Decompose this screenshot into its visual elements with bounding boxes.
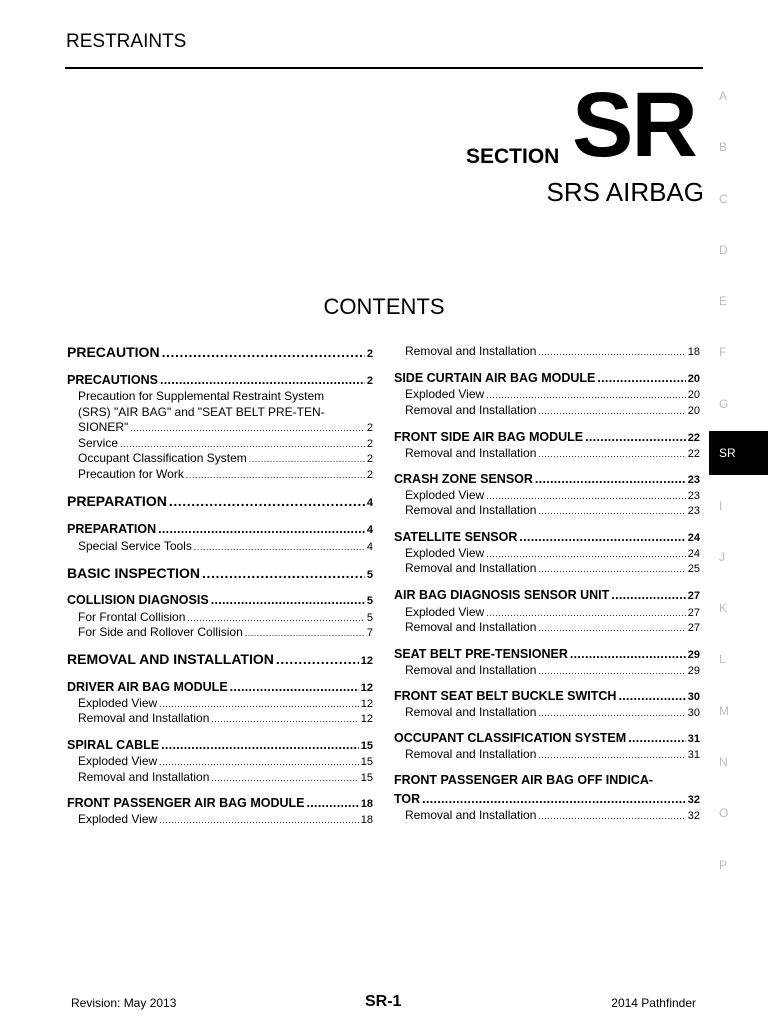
toc-page: 22 [687, 432, 700, 444]
dot-leader [276, 651, 359, 667]
toc-entry[interactable] [394, 371, 700, 385]
toc-entry[interactable] [394, 403, 700, 417]
toc-title: FRONT PASSENGER AIR BAG MODULE [67, 796, 305, 810]
toc-entry[interactable] [67, 593, 373, 607]
dot-leader [519, 530, 685, 544]
toc-entry[interactable] [394, 705, 700, 719]
toc-page: 4 [366, 524, 373, 536]
toc-entry[interactable] [67, 754, 373, 768]
toc-entry[interactable] [394, 647, 700, 661]
toc-title: Removal and Installation [405, 620, 537, 634]
tab-p[interactable]: P [719, 858, 728, 872]
dot-leader [186, 470, 365, 480]
toc-page: 24 [687, 532, 700, 544]
toc-page: 15 [360, 756, 373, 768]
dot-leader [618, 689, 685, 703]
toc-page: 18 [360, 798, 373, 810]
toc-title: Exploded View [405, 546, 485, 560]
toc-entry[interactable] [394, 605, 700, 619]
toc-title: Removal and Installation [405, 705, 537, 719]
page-number: SR-1 [365, 993, 402, 1010]
toc-title: Removal and Installation [405, 808, 537, 822]
toc-entry[interactable] [394, 747, 700, 761]
dot-leader [538, 347, 685, 357]
dot-leader [535, 472, 686, 486]
dot-leader [486, 491, 686, 501]
toc-page: 20 [687, 389, 700, 401]
toc-entry[interactable] [67, 738, 373, 752]
toc-title: FRONT SEAT BELT BUCKLE SWITCH [394, 689, 617, 703]
toc-title: Special Service Tools [78, 539, 192, 553]
toc-title-line[interactable]: FRONT PASSENGER AIR BAG OFF INDICA- [394, 773, 654, 787]
dot-leader [538, 506, 685, 516]
toc-page: 24 [687, 548, 700, 560]
toc-page: 15 [360, 740, 373, 752]
dot-leader [538, 750, 685, 760]
toc-entry[interactable] [394, 588, 700, 602]
toc-entry[interactable] [67, 696, 373, 710]
toc-title: PRECAUTIONS [67, 373, 158, 387]
dot-leader [486, 608, 686, 618]
toc-title: For Frontal Collision [78, 610, 186, 624]
dot-leader [628, 731, 686, 745]
dot-leader [570, 647, 686, 661]
tab-b[interactable]: B [719, 140, 728, 154]
toc-entry[interactable] [394, 430, 700, 444]
toc-page: 4 [366, 497, 373, 509]
toc-page: 18 [360, 814, 373, 826]
dot-leader [538, 666, 685, 676]
toc-title: TOR [394, 792, 421, 806]
tab-a[interactable]: A [719, 89, 728, 103]
toc-title: BASIC INSPECTION [67, 565, 201, 581]
dot-leader [159, 815, 359, 825]
toc-title: Service [78, 436, 119, 450]
toc-entry[interactable] [394, 561, 700, 575]
tab-sr-active[interactable]: SR [709, 431, 768, 475]
tab-i[interactable]: I [719, 499, 723, 513]
toc-title: PREPARATION [67, 493, 167, 509]
section-name: SRS AIRBAG [546, 177, 704, 207]
toc-page: 23 [687, 505, 700, 517]
toc-page: 25 [687, 563, 700, 575]
dot-leader [538, 564, 685, 574]
toc-page: 15 [360, 772, 373, 784]
dot-leader [161, 738, 359, 752]
toc-page: 22 [687, 448, 700, 460]
tab-o[interactable]: O [719, 806, 729, 820]
toc-title: Removal and Installation [405, 747, 537, 761]
toc-title: Occupant Classification System [78, 451, 247, 465]
dot-leader [538, 708, 685, 718]
dot-leader [162, 344, 365, 360]
toc-entry[interactable] [67, 610, 373, 624]
dot-leader [486, 390, 686, 400]
toc-page: 2 [366, 469, 373, 481]
toc-entry[interactable] [67, 493, 373, 509]
tab-d[interactable]: D [719, 243, 728, 257]
dot-leader [307, 796, 359, 810]
toc-title: Exploded View [405, 605, 485, 619]
toc-entry[interactable] [394, 689, 700, 703]
tab-k[interactable]: K [719, 601, 728, 615]
toc-title: REMOVAL AND INSTALLATION [67, 651, 274, 667]
dot-leader [159, 699, 359, 709]
toc-page: 23 [687, 474, 700, 486]
toc-page: 20 [687, 405, 700, 417]
toc-title: Removal and Installation [78, 711, 210, 725]
toc-entry[interactable] [394, 620, 700, 634]
toc-entry[interactable] [67, 420, 373, 434]
toc-page: 12 [360, 698, 373, 710]
header-rule [65, 67, 703, 69]
dot-leader [538, 449, 685, 459]
toc-page: 31 [687, 749, 700, 761]
contents-title: CONTENTS [323, 294, 445, 319]
toc-title: COLLISION DIAGNOSIS [67, 593, 209, 607]
toc-page: 27 [687, 622, 700, 634]
dot-leader [169, 493, 365, 509]
toc-page: 5 [366, 569, 373, 581]
toc-page: 12 [360, 682, 373, 694]
toc-entry[interactable] [67, 625, 373, 639]
toc-entry[interactable] [67, 770, 373, 784]
toc-entry[interactable] [67, 467, 373, 481]
dot-leader [120, 439, 365, 449]
toc-page: 27 [687, 607, 700, 619]
toc-page: 12 [360, 655, 373, 667]
vehicle-model: 2014 Pathfinder [611, 996, 696, 1010]
toc-page: 30 [687, 707, 700, 719]
toc-page: 12 [360, 713, 373, 725]
toc-page: 27 [687, 590, 700, 602]
tab-j[interactable]: J [719, 550, 725, 564]
toc-entry[interactable] [394, 546, 700, 560]
toc-page: 29 [687, 665, 700, 677]
toc-title: SEAT BELT PRE-TENSIONER [394, 647, 568, 661]
dot-leader [187, 613, 365, 623]
dot-leader [211, 593, 365, 607]
toc-title: SPIRAL CABLE [67, 738, 160, 752]
dot-leader [159, 757, 359, 767]
toc-entry[interactable] [67, 539, 373, 553]
dot-leader [538, 406, 685, 416]
toc-page: 5 [366, 612, 373, 624]
dot-leader [211, 714, 358, 724]
group-title: RESTRAINTS [66, 31, 187, 52]
toc-page: 32 [687, 794, 700, 806]
toc-entry[interactable] [67, 711, 373, 725]
toc-title: Removal and Installation [405, 663, 537, 677]
toc-title: Precaution for Work [78, 467, 184, 481]
toc-page: 29 [687, 649, 700, 661]
toc-page: 23 [687, 490, 700, 502]
dot-leader [194, 542, 365, 552]
toc-entry[interactable] [394, 387, 700, 401]
toc-page: 18 [687, 346, 700, 358]
toc-title: AIR BAG DIAGNOSIS SENSOR UNIT [394, 588, 610, 602]
toc-entry[interactable] [67, 522, 373, 536]
toc-page: 2 [366, 453, 373, 465]
toc-title: Exploded View [78, 754, 158, 768]
toc-page: 32 [687, 810, 700, 822]
dot-leader [230, 680, 359, 694]
toc-page: 2 [366, 422, 373, 434]
tab-l[interactable]: L [719, 652, 726, 666]
toc-entry[interactable] [67, 680, 373, 694]
section-code: SR [572, 74, 696, 176]
toc-entry[interactable] [394, 530, 700, 544]
dot-leader [160, 373, 365, 387]
toc-entry[interactable] [67, 565, 373, 581]
toc-entry[interactable] [394, 344, 700, 358]
section-label: SECTION [466, 145, 560, 168]
toc-entry[interactable] [67, 344, 373, 360]
toc-title: Removal and Installation [405, 344, 537, 358]
dot-leader [585, 430, 686, 444]
toc-page: 5 [366, 595, 373, 607]
toc-entry[interactable] [394, 808, 700, 822]
tab-f[interactable]: F [719, 345, 727, 359]
toc-page: 7 [366, 627, 373, 639]
dot-leader [486, 549, 686, 559]
toc-page: 4 [366, 541, 373, 553]
tab-e[interactable]: E [719, 294, 728, 308]
toc-title: Removal and Installation [405, 403, 537, 417]
toc-title: Removal and Installation [405, 503, 537, 517]
toc-entry[interactable] [67, 651, 373, 667]
toc-entry[interactable] [394, 663, 700, 677]
toc-title: OCCUPANT CLASSIFICATION SYSTEM [394, 731, 627, 745]
toc-page: 2 [366, 348, 373, 360]
dot-leader [202, 565, 365, 581]
toc-title: CRASH ZONE SENSOR [394, 472, 533, 486]
toc-title: Exploded View [405, 488, 485, 502]
toc-entry[interactable] [394, 503, 700, 517]
toc-title: SATELLITE SENSOR [394, 530, 518, 544]
toc-title: Exploded View [78, 696, 158, 710]
toc-title: Exploded View [405, 387, 485, 401]
tab-m[interactable]: M [719, 704, 729, 718]
toc-entry[interactable] [67, 451, 373, 465]
toc-entry[interactable] [67, 436, 373, 450]
toc-entry[interactable] [394, 731, 700, 745]
dot-leader [158, 522, 365, 536]
toc-entry[interactable] [394, 446, 700, 460]
toc-title: DRIVER AIR BAG MODULE [67, 680, 228, 694]
dot-leader [130, 423, 365, 433]
toc-title: For Side and Rollover Collision [78, 625, 243, 639]
toc-page: 31 [687, 733, 700, 745]
toc-entry[interactable] [394, 472, 700, 486]
toc-title: Removal and Installation [405, 561, 537, 575]
toc-page: 30 [687, 691, 700, 703]
toc-title-line[interactable]: (SRS) "AIR BAG" and "SEAT BELT PRE-TEN- [78, 405, 325, 419]
tab-n[interactable]: N [719, 755, 728, 769]
toc-page: 20 [687, 373, 700, 385]
dot-leader [611, 588, 685, 602]
toc-page: 2 [366, 375, 373, 387]
toc-entry[interactable] [67, 796, 373, 810]
tab-c[interactable]: C [719, 192, 728, 206]
dot-leader [245, 628, 365, 638]
toc-title: PREPARATION [67, 522, 157, 536]
toc-title: FRONT SIDE AIR BAG MODULE [394, 430, 584, 444]
tab-g[interactable]: G [719, 397, 729, 411]
toc-entry[interactable] [394, 792, 700, 806]
dot-leader [211, 773, 358, 783]
toc-entry[interactable] [67, 812, 373, 826]
dot-leader [422, 792, 686, 806]
revision-date: Revision: May 2013 [71, 996, 177, 1010]
toc-title: PRECAUTION [67, 344, 160, 360]
toc-entry[interactable] [67, 373, 373, 387]
toc-entry[interactable] [394, 488, 700, 502]
toc-title-line[interactable]: Precaution for Supplemental Restraint System [78, 389, 325, 403]
dot-leader [538, 811, 685, 821]
dot-leader [538, 623, 685, 633]
toc-page: 2 [366, 438, 373, 450]
toc-title: Removal and Installation [405, 446, 537, 460]
toc-title: SIDE CURTAIN AIR BAG MODULE [394, 371, 596, 385]
toc-title: SIONER" [78, 420, 129, 434]
toc-title: Exploded View [78, 812, 158, 826]
toc-title: Removal and Installation [78, 770, 210, 784]
dot-leader [597, 371, 685, 385]
dot-leader [249, 454, 365, 464]
